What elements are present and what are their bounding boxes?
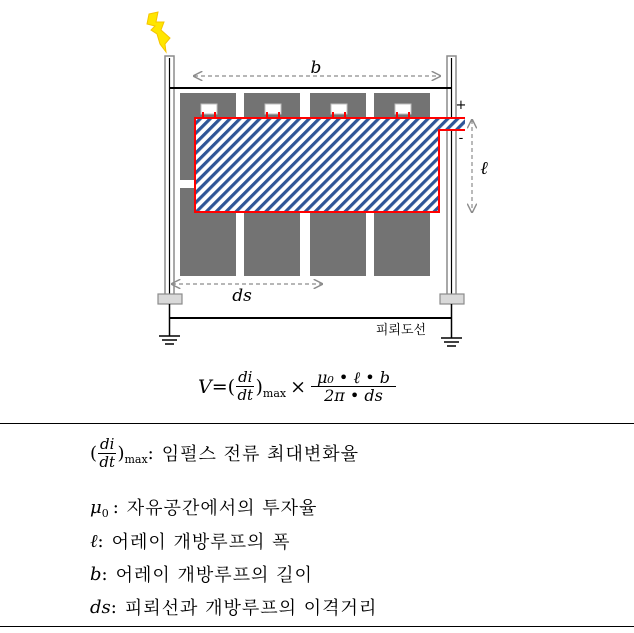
def-di: di	[100, 434, 115, 453]
formula-paren-open: (	[227, 375, 236, 398]
def-max-sub: max	[124, 452, 148, 466]
formula-equals: =	[211, 375, 228, 398]
def-colon: :	[97, 530, 104, 552]
ground-conductor-label: 피뢰도선	[375, 323, 427, 338]
def-colon: :	[147, 442, 154, 464]
def-desc-mu0: 자유공간에서의 투자율	[126, 498, 318, 519]
plus-label: +	[455, 98, 467, 113]
formula-times: ×	[290, 375, 307, 398]
def-mu-symbol: μ	[90, 496, 102, 518]
def-mu-sub: 0	[101, 506, 109, 520]
def-colon: :	[101, 563, 108, 585]
l-label: ℓ	[480, 158, 488, 179]
open-loop-area	[195, 118, 439, 212]
formula-lhs: V	[198, 375, 212, 398]
formula-rhs-num: μ₀ • ℓ • b	[311, 369, 396, 387]
loop-extension-hatch	[439, 118, 465, 130]
left-lightning-rod	[158, 56, 182, 318]
right-ground-icon	[441, 330, 462, 346]
formula-rhs-den: 2π • ds	[324, 386, 383, 405]
definition-l	[90, 526, 291, 556]
formula-di-dt	[236, 369, 254, 404]
def-l-symbol: ℓ	[90, 530, 98, 552]
formula-di: di	[238, 368, 253, 386]
def-paren-close: )	[117, 442, 125, 464]
definition-mu0	[90, 492, 317, 522]
def-desc-b: 어레이 개방루프의 길이	[115, 565, 313, 586]
def-desc-l: 어레이 개방루프의 폭	[111, 532, 291, 553]
divider-top	[0, 423, 634, 424]
def-desc-ds: 피뢰선과 개방루프의 이격거리	[124, 598, 378, 619]
divider-bottom	[0, 626, 634, 627]
definition-ds	[90, 592, 377, 622]
formula-paren-close: )	[255, 375, 263, 398]
definition-b	[90, 559, 313, 589]
def-paren-open: (	[90, 442, 98, 464]
left-ground-icon	[159, 318, 180, 344]
b-label: b	[310, 58, 322, 78]
def-colon: :	[112, 496, 119, 518]
lightning-icon	[147, 12, 170, 52]
def-di-dt-fraction	[98, 436, 116, 471]
formula-rhs-fraction	[311, 369, 396, 404]
minus-label: -	[458, 131, 464, 146]
def-b-symbol: b	[90, 563, 102, 585]
formula-dt: dt	[237, 386, 254, 404]
definition-di-dt	[90, 434, 360, 471]
def-dt: dt	[99, 452, 116, 471]
def-ds-symbol: ds	[90, 596, 111, 618]
voltage-formula	[0, 363, 634, 423]
def-desc-di-dt: 임펄스 전류 최대변화율	[161, 444, 360, 465]
ds-label: ds	[232, 286, 252, 306]
def-colon: :	[110, 596, 117, 618]
formula-max: max	[262, 387, 287, 400]
